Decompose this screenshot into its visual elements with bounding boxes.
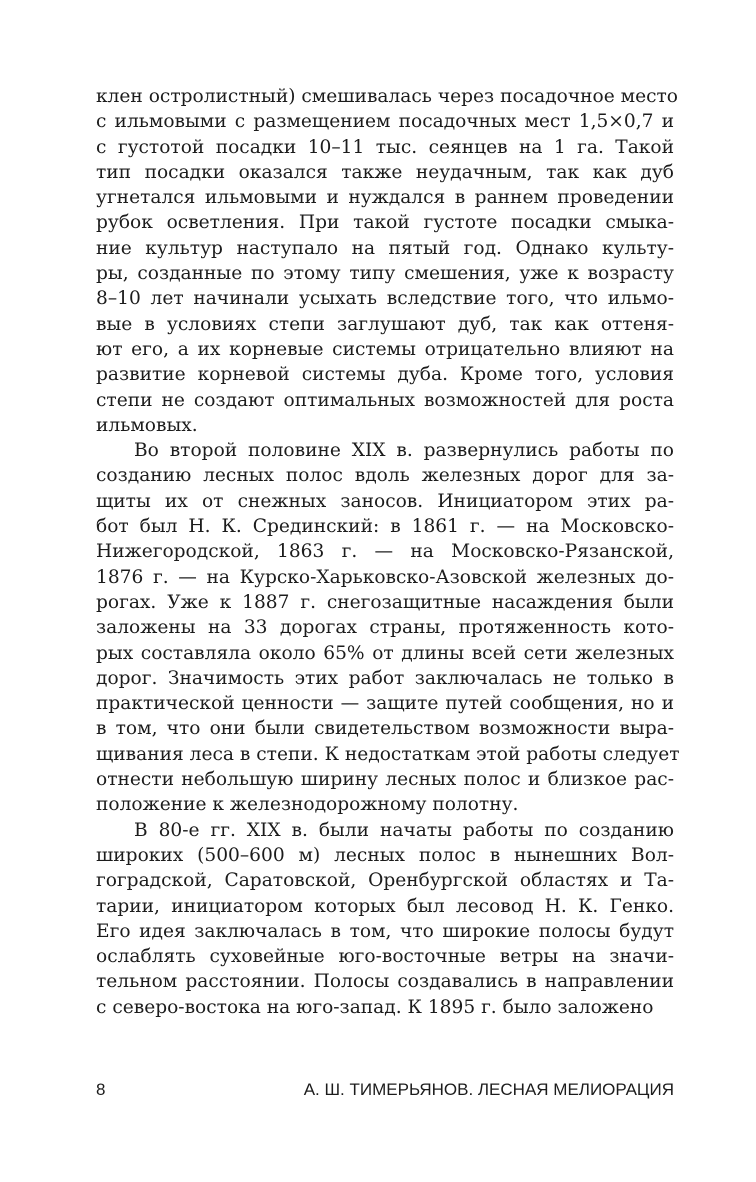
text-line: Нижегородской, 1863 г. — на Московско-Рязанской, — [96, 541, 674, 563]
text-line: тарии, инициатором которых был лесовод Н. К. Генко. — [96, 895, 674, 917]
text-line: ют его, а их корневые системы отрицательно влияют на — [96, 338, 674, 360]
text-line: Во второй половине XIX в. развернулись работы по — [134, 440, 674, 462]
text-line: рых составляла около 65% от длины всей сети железных — [96, 642, 674, 664]
text-line: широких (500–600 м) лесных полос в нынешних Вол- — [96, 844, 674, 866]
text-line: с северо-востока на юго-запад. К 1895 г. было заложено — [96, 996, 654, 1018]
text-line: 1876 г. — на Курско-Харьковско-Азовской железных до- — [96, 566, 674, 588]
text-line: В 80-е гг. XIX в. были начаты работы по созданию — [134, 819, 674, 841]
text-line: заложены на 33 дорогах страны, протяженность кото- — [96, 617, 674, 639]
text-line: клен остролистный) смешивалась через посадочное место — [96, 86, 678, 107]
text-line: с ильмовыми с размещением посадочных мест 1,5×0,7 и — [96, 111, 674, 133]
text-line: созданию лесных полос вдоль железных дорог для за- — [96, 465, 674, 487]
text-line: степи не создают оптимальных возможностей для роста — [96, 389, 674, 411]
body-text — [96, 84, 680, 1020]
text-line: вые в условиях степи заглушают дуб, так как оттеня- — [96, 313, 674, 335]
text-line: в том, что они были свидетельством возможности выра- — [96, 718, 674, 740]
text-line: ние культур наступало на пятый год. Однако культу- — [96, 237, 674, 259]
text-line: щиты их от снежных заносов. Инициатором этих ра- — [96, 490, 674, 512]
text-line: ильмовых. — [96, 414, 198, 436]
text-line: угнетался ильмовыми и нуждался в раннем проведении — [96, 187, 674, 209]
paragraph — [96, 438, 680, 817]
text-line: ры, созданные по этому типу смешения, уже к возрасту — [96, 263, 674, 285]
text-line: рубок осветления. При такой густоте посадки смыка- — [96, 212, 674, 234]
text-line: дорог. Значимость этих работ заключалась не только в — [96, 667, 674, 689]
text-line: положение к железнодорожному полотну. — [96, 794, 519, 816]
page-number: 8 — [96, 1080, 106, 1099]
text-line: ослаблять суховейные юго-восточные ветры на значи- — [96, 946, 674, 968]
paragraph — [96, 84, 678, 438]
text-line: бот был Н. К. Срединский: в 1861 г. — на Московско- — [96, 516, 674, 538]
text-line: развитие корневой системы дуба. Кроме того, условия — [96, 364, 674, 386]
text-line: щивания леса в степи. К недостаткам этой работы следует — [96, 743, 680, 765]
text-line: гоградской, Саратовской, Оренбургской областях и Та- — [96, 870, 674, 892]
text-line: тип посадки оказался также неудачным, так как дуб — [96, 161, 674, 183]
text-line: 8–10 лет начинали усыхать вследствие того, что ильмо- — [96, 288, 674, 310]
text-line: тельном расстоянии. Полосы создавались в направлении — [96, 971, 674, 993]
paragraph — [96, 818, 674, 1020]
text-line: с густотой посадки 10–11 тыс. сеянцев на 1 га. Такой — [96, 136, 674, 158]
running-title: А. Ш. ТИМЕРЬЯНОВ. ЛЕСНАЯ МЕЛИОРАЦИЯ — [303, 1080, 674, 1099]
text-line: Его идея заключалась в том, что широкие полосы будут — [96, 920, 674, 942]
text-line: практической ценности — защите путей сообщения, но и — [96, 693, 674, 715]
text-line: рогах. Уже к 1887 г. снегозащитные насаждения были — [96, 591, 674, 613]
text-line: отнести небольшую ширину лесных полос и близкое рас- — [96, 769, 674, 791]
